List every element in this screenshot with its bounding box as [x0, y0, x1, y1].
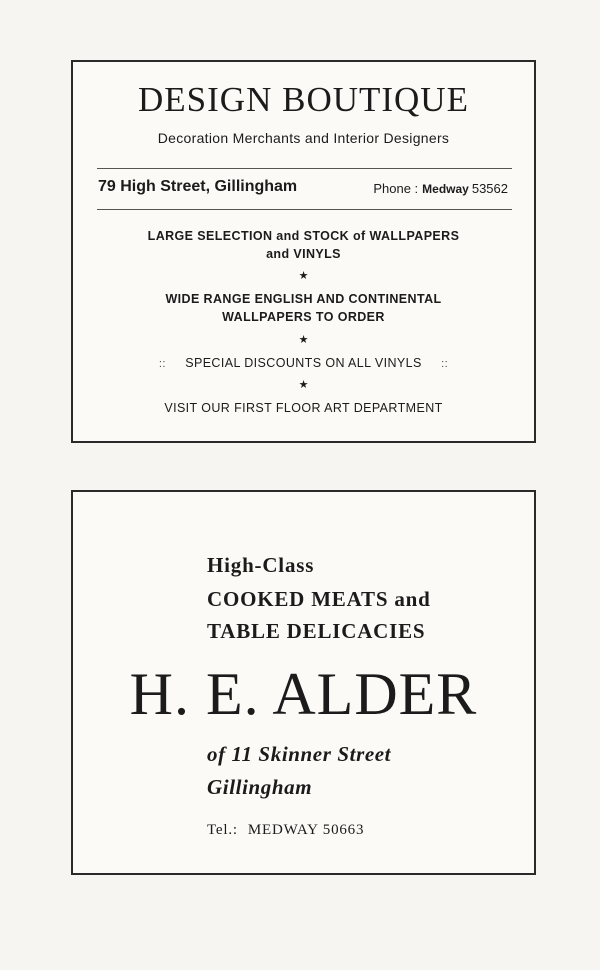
alder-advert — [71, 490, 536, 875]
tel-number: MEDWAY 50663 — [247, 822, 365, 838]
star-icon: ★ — [298, 379, 309, 391]
design-boutique-phone — [373, 181, 508, 196]
wallpapers-line-2: and VINYLS — [266, 247, 341, 261]
star-icon: ★ — [298, 334, 309, 346]
tel-label: Tel.: — [207, 822, 238, 838]
alder-heading-high-class: High-Class — [207, 553, 315, 577]
wallpapers-line-1: LARGE SELECTION and STOCK of WALLPAPERS — [147, 229, 460, 243]
dots-icon: :: — [441, 358, 449, 370]
design-boutique-advert — [71, 60, 536, 443]
design-boutique-tagline: Decoration Merchants and Interior Designers — [157, 130, 450, 146]
dots-icon: :: — [158, 358, 166, 370]
design-boutique-title: DESIGN BOUTIQUE — [138, 80, 469, 119]
discounts-line — [73, 356, 534, 370]
divider-top — [97, 168, 512, 169]
alder-telephone — [207, 822, 364, 839]
alder-address-street: of 11 Skinner Street — [207, 742, 392, 766]
continental-line-2: WALLPAPERS TO ORDER — [222, 310, 385, 324]
design-boutique-address: 79 High Street, Gillingham — [98, 178, 298, 195]
continental-line-1: WIDE RANGE ENGLISH AND CONTINENTAL — [165, 292, 442, 306]
phone-number: 53562 — [471, 181, 508, 196]
discounts-text: SPECIAL DISCOUNTS ON ALL VINYLS — [185, 356, 422, 370]
star-icon: ★ — [298, 270, 309, 282]
phone-exchange: Medway — [422, 182, 469, 196]
alder-name: H. E. ALDER — [129, 661, 478, 727]
art-department-line: VISIT OUR FIRST FLOOR ART DEPARTMENT — [164, 401, 443, 415]
divider-bottom — [97, 209, 512, 210]
alder-heading-delicacies: TABLE DELICACIES — [207, 619, 426, 643]
alder-address-town: Gillingham — [207, 775, 313, 799]
alder-heading-cooked-meats: COOKED MEATS and — [207, 587, 431, 611]
phone-label: Phone : — [373, 181, 419, 196]
